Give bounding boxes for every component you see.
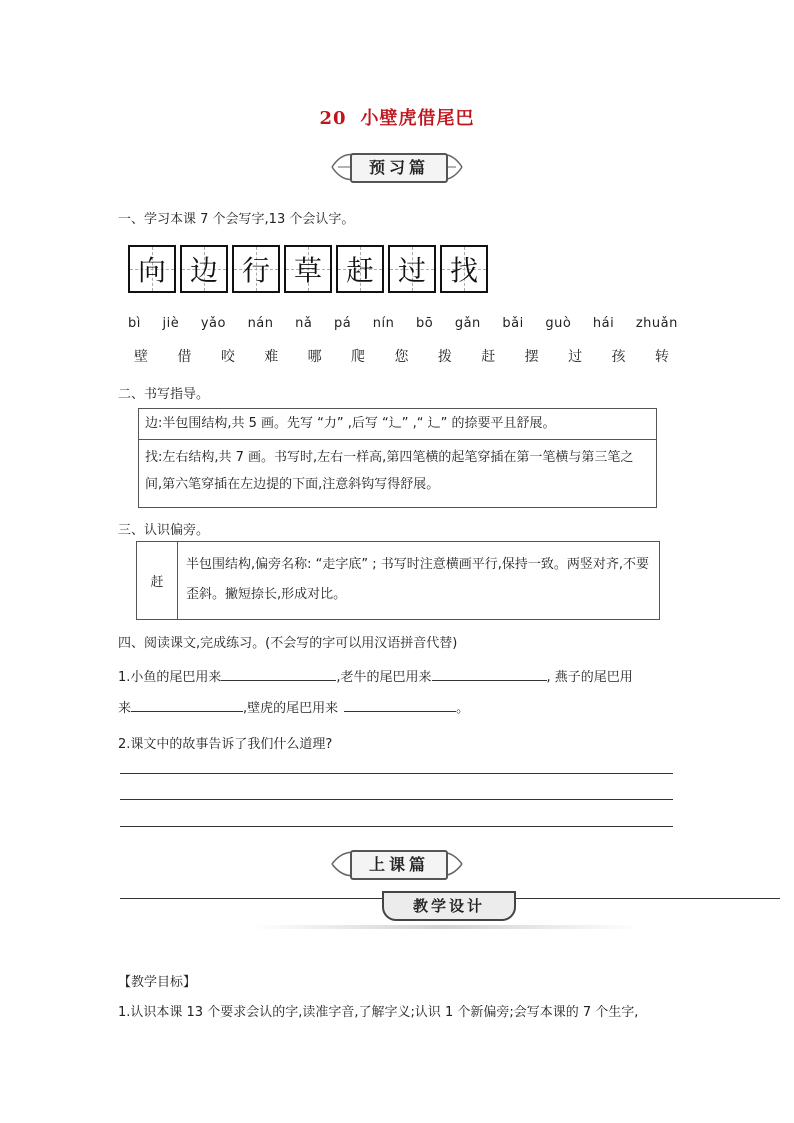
section4-heading: 四、阅读课文,完成练习。(不会写的字可以用汉语拼音代替) [118,636,458,651]
divider-shadow [250,925,640,929]
grid-cell: 行 [232,245,280,293]
writing-guide-table [138,408,657,508]
pinyin: nǎ [295,316,313,331]
pinyin: hái [592,316,615,331]
objectives-heading: 【教学目标】 [118,975,197,990]
pinyin: nín [372,316,395,331]
preview-banner-label: 预习篇 [350,153,448,183]
guide-row-zhao: 找:左右结构,共 7 画。书写时,左右一样高,第四笔横的起笔穿插在第一笔横与第三笔之间,第六笔穿插在左边提的下面,注意斜钩写得舒展。 [145,450,634,492]
question1-line1: 1.小鱼的尾巴用来 ,老牛的尾巴用来 , 燕子的尾巴用 [118,666,633,685]
read-char: 您 [394,349,409,365]
preview-banner [330,145,464,189]
pinyin: guò [545,316,572,331]
read-char: 难 [264,349,279,365]
read-char: 孩 [611,349,626,365]
read-char: 壁 [134,349,148,365]
section2-heading: 二、书写指导。 [118,387,210,402]
lesson-title: 小壁虎借尾巴 [360,108,475,129]
read-char: 摆 [524,349,539,365]
radical-char: 赶 [137,542,178,619]
grid-cell: 找 [440,245,488,293]
answer-blank[interactable] [432,666,547,681]
pinyin: bō [415,316,434,331]
answer-blank[interactable] [344,697,456,712]
radical-table [136,541,660,620]
lesson-number: 20 [319,108,347,129]
answer-blank[interactable] [221,666,336,681]
grid-cell: 边 [180,245,228,293]
read-char: 拨 [437,349,452,365]
class-banner [330,844,464,884]
read-char: 借 [177,349,192,365]
answer-blank[interactable] [131,697,243,712]
objectives-line1: 1.认识本课 13 个要求会认的字,读准字音,了解字义;认识 1 个新偏旁;会写本课的 7 个生字, [118,1005,639,1020]
answer-line[interactable] [120,799,673,800]
question1-line2: 来 ,壁虎的尾巴用来 。 [118,697,469,716]
grid-cell: 赶 [336,245,384,293]
grid-cell: 草 [284,245,332,293]
teaching-design-tag: 教学设计 [382,891,516,921]
pinyin-row [128,316,678,331]
pinyin: gǎn [454,316,481,331]
pinyin: nán [247,316,274,331]
read-char: 爬 [351,349,366,365]
pinyin: zhuǎn [635,316,678,331]
answer-line[interactable] [120,826,673,827]
pinyin: jiè [162,316,180,331]
read-char: 哪 [307,349,322,365]
read-char: 咬 [220,349,235,365]
read-char: 过 [568,349,583,365]
grid-cell: 过 [388,245,436,293]
page-title [0,104,794,130]
section1-heading: 一、学习本课 7 个会写字,13 个会认字。 [118,212,355,227]
read-char: 赶 [481,349,496,365]
section3-heading: 三、认识偏旁。 [118,523,210,538]
guide-row-bian: 边:半包围结构,共 5 画。先写 “力” ,后写 “辶” ,“ 辶” 的捺要平且舒展。 [139,409,656,440]
answer-line[interactable] [120,773,673,774]
pinyin: bǎi [502,316,524,331]
pinyin: bì [128,316,141,331]
radical-description: 半包围结构,偏旁名称: “走字底” ; 书写时注意横画平行,保持一致。两竖对齐,不要歪斜。撇短捺长,形成对比。 [186,557,650,602]
grid-cell: 向 [128,245,176,293]
writing-grid [128,245,488,293]
class-banner-label: 上课篇 [350,850,448,880]
pinyin: yǎo [200,316,226,331]
read-char: 转 [654,349,669,365]
question2: 2.课文中的故事告诉了我们什么道理? [118,737,333,752]
read-chars-row [134,346,669,366]
pinyin: pá [333,316,352,331]
